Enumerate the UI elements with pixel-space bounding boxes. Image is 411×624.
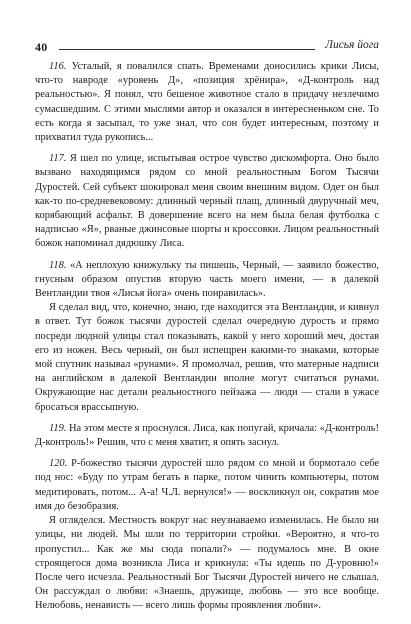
paragraph-text: «А неплохую книжульку ты пишешь, Черный, — заявило божество, гнусным образом опустив вторую часть моего имени, — в далекой Вентландии твоя «Лисья йога» очень понравилась».: [35, 259, 379, 300]
page-number: 40: [35, 40, 48, 54]
page-body: [35, 60, 379, 614]
paragraph-text: Я сделал вид, что, конечно, знаю, где находится эта Вентландия, и кивнул в ответ. Тут божок тысячи дуростей сделал очередную дурость и прямо посреди людной улицы стал показывать, какой у него хороший меч, достав его из ножен. Весь черный, он был испещрен какими-то знаками, которые мой спутник называл «рунами». Я промолчал, решив, что матерные надписи на английском в далекой Вентландии вполне могут считаться рунами. Окружающие нас детали реальностного пейзажа — люди — стали в ужасе бросаться врассыпную.: [35, 302, 379, 413]
paragraph-120: [35, 457, 379, 514]
paragraph-number: 120.: [49, 458, 68, 470]
running-title: Лисья йога: [325, 39, 379, 51]
page-header: [35, 40, 379, 56]
paragraph-number: 116.: [49, 61, 67, 72]
paragraph-text: Р-божество тысячи дуростей шло рядом со мной и бормотало себе под нос: «Буду по утрам бегать в парке, потом чинить компьютеры, потом медитировать, потом... А-а! Ч.Л. вернулся!» — воскликнул он, сократив мое имя до безобразия.: [35, 458, 379, 512]
paragraph-text: На этом месте я проснулся. Лиса, как попугай, кричала: «Д-контроль! Д-контроль!» Решив, что с меня хватит, я опять заснул.: [35, 422, 379, 449]
paragraph-120-continued: [35, 514, 379, 613]
paragraph-118: [35, 259, 379, 302]
paragraph-119: [35, 422, 379, 450]
paragraph-text: Я шел по улице, испытывая острое чувство дискомфорта. Оно было вызвано находящимся рядом со мной реальностным Богом Тысячи Дуростей. Сей субъект шокировал меня своим внешним видом. Одет он был как-то по-средневековому: длинный черный плащ, длинный двуручный меч, корябающий асфальт. В довершение всего на нем была белая футболка с надписью «Я», рваные джинсовые шорты и кроссовки. Лицом реальностный божок напоминал дядюшку Лиса.: [35, 153, 379, 250]
paragraph-117: [35, 152, 379, 251]
header-rule: [59, 49, 315, 50]
paragraph-116: [35, 60, 379, 145]
paragraph-number: 119.: [49, 422, 67, 434]
paragraph-text: Усталый, я повалился спать. Временами доносились крики Лисы, что-то навроде «уровень Д», «позиция хрёнира», «Д-контроль над реальностью». Я понял, что бешеное животное стало в придачу незлечимо сумасшедшим. С этими мыслями автор и оказался в интересненьком сне. То есть когда я засыпал, то уже знал, что сон будет интересным, поэтому и прихватил туда рукопись...: [35, 61, 379, 144]
paragraph-number: 117.: [49, 153, 67, 165]
paragraph-text: Я огляделся. Местность вокруг нас неузнаваемо изменилась. Не было ни улицы, ни людей. Мы шли по территории стройки. «Вероятно, я что-то пропустил... Как же мы сюда попали?» — подумалось мне. В окне строящегося дома возникла Лиса и крикнула: «Ты идешь по Д-уровню!» После чего исчезла. Реальностный Бог Тысячи Дуростей ничего не слышал. Он рассуждал о любви: «Знаешь, дружище, любовь — это все вообще. Нелюбовь, ненависть — всего лишь формы проявления любви».: [35, 515, 379, 612]
paragraph-number: 118.: [49, 259, 67, 271]
paragraph-118-continued: [35, 301, 379, 415]
